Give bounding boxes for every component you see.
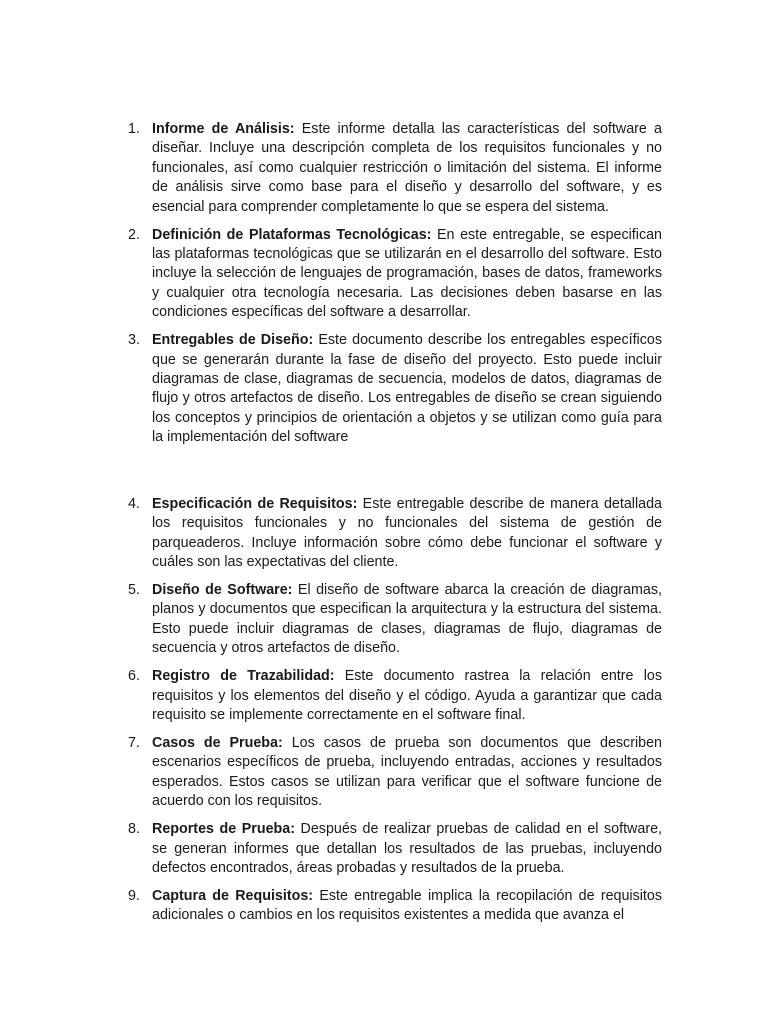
list-item — [128, 667, 662, 725]
item-text: Los casos de prueba son documentos que describen escenarios específicos de prueba, incluyendo entradas, acciones y resultados esperados. Estos casos se utilizan para verificar que el software funcione de acuerdo con los requisitos. — [152, 734, 662, 810]
item-number: 2. — [128, 226, 140, 243]
item-text: Este entregable implica la recopilación de requisitos adicionales o cambios en los requisitos existentes a medida que avanza el — [152, 887, 663, 924]
item-term: Captura de Requisitos: — [152, 887, 314, 904]
item-number: 9. — [128, 887, 140, 904]
item-text: El diseño de software abarca la creación de diagramas, planos y documentos que especifican la arquitectura y la estructura del sistema. Esto puede incluir diagramas de clases, diagramas de flujo, diagramas de secuencia y otros artefactos de diseño. — [152, 581, 662, 657]
item-term: Registro de Trazabilidad: — [152, 668, 335, 685]
item-text: Este entregable describe de manera detallada los requisitos funcionales y no funcionales del sistema de gestión de parqueaderos. Incluye información sobre cómo debe funcionar el software y cuáles son las expectativas del cliente. — [152, 495, 662, 570]
list-item — [128, 226, 662, 323]
item-number: 4. — [128, 495, 140, 512]
item-term: Casos de Prueba: — [152, 734, 283, 751]
item-number: 5. — [128, 581, 140, 598]
item-term: Especificación de Requisitos: — [152, 495, 358, 512]
item-text: En este entregable, se especifican las plataformas tecnológicas que se utilizarán en el desarrollo del software. Esto incluye la selección de lenguajes de programación, bases de datos, frameworks y cualquier otra tecnología necesaria. Las decisiones deben basarse en las condiciones específicas del software a desarrollar. — [152, 226, 662, 321]
list-item — [128, 581, 662, 659]
item-term: Informe de Análisis: — [152, 121, 295, 137]
list-item — [128, 331, 662, 447]
deliverables-list — [128, 120, 662, 934]
list-item — [128, 887, 662, 926]
item-number: 1. — [128, 121, 140, 137]
item-number: 6. — [128, 668, 140, 685]
item-text: Después de realizar pruebas de calidad en el software, se generan informes que detallan los resultados de las pruebas, incluyendo defectos encontrados, áreas probadas y resultados de la prueba. — [152, 821, 663, 876]
item-text: Este documento rastrea la relación entre los requisitos y los elementos del diseño y el código. Ayuda a garantizar que cada requisito se implemente correctamente en el software final. — [152, 668, 662, 723]
item-number: 3. — [128, 332, 140, 349]
item-text: Este informe detalla las características del software a diseñar. Incluye una descripción completa de los requisitos funcionales y no funcionales, así como cualquier restricción o limitación del sistema. El informe de análisis sirve como base para el diseño y desarrollo del software, y es esencial para comprender completamente lo que se espera del sistema. — [152, 121, 662, 215]
item-term: Diseño de Software: — [152, 581, 293, 598]
item-term: Reportes de Prueba: — [152, 821, 295, 838]
list-item — [128, 120, 662, 217]
item-term: Definición de Plataformas Tecnológicas: — [152, 226, 432, 243]
list-item — [128, 734, 662, 812]
item-term: Entregables de Diseño: — [152, 332, 314, 349]
list-item — [128, 495, 662, 573]
item-number: 7. — [128, 734, 140, 751]
item-number: 8. — [128, 821, 140, 838]
item-text: Este documento describe los entregables específicos que se generarán durante la fase de diseño del proyecto. Esto puede incluir diagramas de clase, diagramas de secuencia, modelos de datos, diagramas de flujo y otros artefactos de diseño. Los entregables de diseño se crean siguiendo los conceptos y principios de orientación a objetos y se utilizan como guía para la implementación del software — [152, 332, 662, 446]
list-item — [128, 820, 662, 878]
